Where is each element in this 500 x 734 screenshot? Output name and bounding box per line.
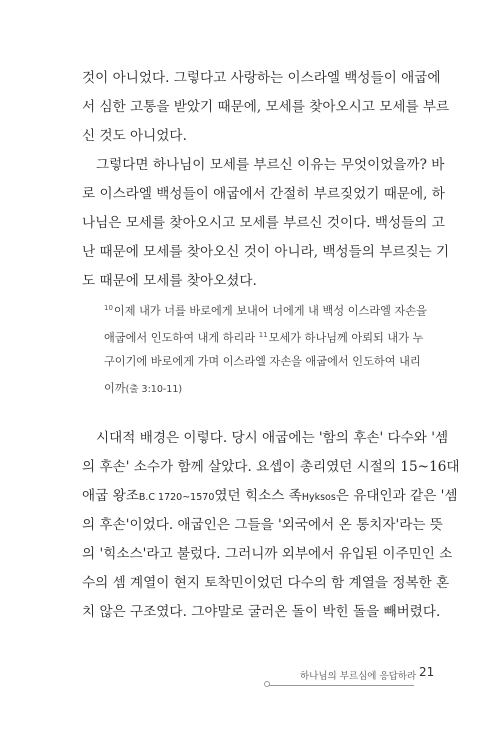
quote-text-2a: 애굽에서 인도하여 내게 하리라	[104, 331, 256, 345]
paragraph-3-line-7: 치 않은 구조였다. 그야말로 굴러온 돌이 박힌 돌을 빼버렸다.	[82, 604, 441, 620]
text-hyksos: 였던 힉소스 족	[214, 488, 302, 504]
paragraph-3-line-4: 의 후손'이었다. 애굽인은 그들을 '외국에서 온 통치자'라는 뜻	[82, 517, 443, 533]
paragraph-1-line-1: 것이 아니었다. 그렇다고 사랑하는 이스라엘 백성들이 애굽에	[82, 70, 441, 86]
quote-line-3: 구이기에 바로에게 가며 이스라엘 자손을 애굽에서 인도하여 내리	[104, 355, 421, 368]
verse-number-11: 11	[258, 331, 268, 339]
text-dynasty: 애굽 왕조	[82, 488, 139, 504]
hyksos-annotation: Hyksos	[301, 492, 336, 503]
date-annotation: B.C 1720~1570	[138, 492, 215, 503]
paragraph-2-line-1: 그렇다면 하나님이 모세를 부르신 이유는 무엇이었을까? 바	[96, 157, 445, 173]
scripture-citation: (출 3:10-11)	[125, 384, 183, 395]
quote-text-4: 이까	[104, 382, 126, 395]
text-shem: 은 유대인과 같은 '셈	[335, 488, 458, 504]
quote-line-4	[104, 381, 430, 398]
page-number: 21	[419, 665, 435, 679]
paragraph-2-line-5: 도 때문에 모세를 찾아오셨다.	[82, 273, 257, 289]
quote-text-2b: 모세가 하나님께 아뢰되 내가 누	[268, 331, 424, 345]
paragraph-1-line-3: 신 것도 아니었다.	[82, 128, 187, 144]
paragraph-3-line-2: 의 후손' 소수가 함께 살았다. 요셉이 총리였던 시절의 15~16대	[82, 459, 460, 475]
verse-number-10: 10	[104, 304, 113, 312]
paragraph-2-line-3: 나님은 모세를 찾아오시고 모세를 부르신 것이다. 백성들의 고	[82, 215, 445, 231]
running-footer-title: 하나님의 부르심에 응답하라	[300, 671, 417, 682]
paragraph-3-line-3	[82, 486, 458, 508]
footer-circle-ornament	[264, 681, 270, 687]
paragraph-2-line-2: 로 이스라엘 백성들이 애굽에서 간절히 부르짖었기 때문에, 하	[82, 186, 445, 202]
paragraph-1-line-2: 서 심한 고통을 받았기 때문에, 모세를 찾아오시고 모세를 부르	[82, 99, 450, 115]
paragraph-2-line-4: 난 때문에 모세를 찾아오신 것이 아니라, 백성들의 부르짖는 기	[82, 244, 450, 260]
quote-line-2	[104, 327, 430, 347]
quote-text-1: 이제 내가 너를 바로에게 보내어 너에게 내 백성 이스라엘 자손을	[113, 304, 427, 318]
footer-rule	[268, 685, 414, 686]
paragraph-3-line-1: 시대적 배경은 이렇다. 당시 애굽에는 '함의 후손' 다수와 '셈	[96, 430, 449, 446]
quote-line-1	[104, 300, 430, 320]
paragraph-3-line-5: 의 '힉소스'라고 불렀다. 그러니까 외부에서 유입된 이주민인 소	[82, 546, 453, 562]
paragraph-3-line-6: 수의 셈 계열이 현지 토착민이었던 다수의 함 계열을 정복한 혼	[82, 575, 450, 591]
